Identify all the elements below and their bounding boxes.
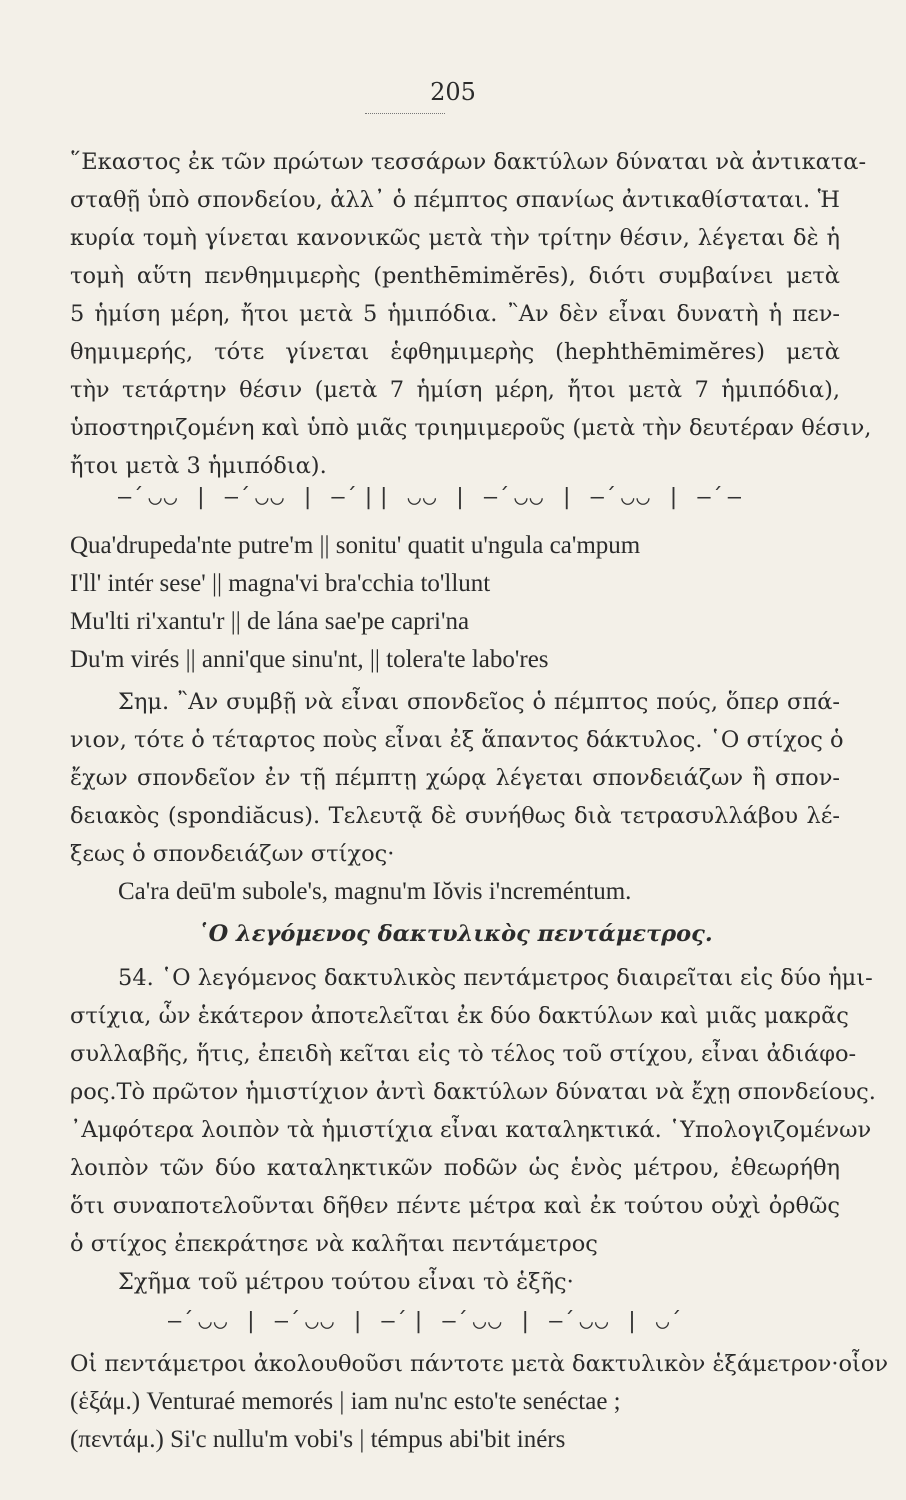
- text-line: τὴν τετάρτην θέσιν (μετὰ 7 ἡμίση μέρη, ἤτοι μετὰ 7 ἡμιπόδια),: [70, 377, 840, 403]
- text-line: 54. ῾Ο λεγόμενος δακτυλικὸς πεντάμετρος διαιρεῖται εἰς δύο ἡμι-: [118, 965, 873, 991]
- text-line: ὅτι συναποτελοῦνται δῆθεν πέντε μέτρα καὶ ἐκ τούτου οὐχὶ ὀρθῶς: [70, 1193, 840, 1219]
- text-line: νιον, τότε ὁ τέταρτος ποὺς εἶναι ἐξ ἅπαντος δάκτυλος. ῾Ο στίχος ὁ: [70, 727, 844, 753]
- text-line: ξεως ὁ σπονδειάζων στίχος·: [70, 841, 395, 867]
- verse-line: Mu'lti ri'xantu'r || de lána sae'pe capri'na: [70, 608, 470, 635]
- text-line: στίχια, ὧν ἑκάτερον ἀποτελεῖται ἐκ δύο δακτύλων καὶ μιᾶς μακρᾶς: [70, 1003, 849, 1029]
- text-line: τομὴ αὕτη πενθημιμερὴς (penthēmimĕrēs), διότι συμβαίνει μετὰ: [70, 263, 840, 289]
- text-line: ὁ στίχος ἐπεκράτησε νὰ καλῆται πεντάμετρος: [70, 1231, 598, 1257]
- text-line: θημιμερής, τότε γίνεται ἑφθημιμερὴς (hephthēmimĕres) μετὰ: [70, 339, 840, 365]
- meter-scheme: –́ ◡◡ | –́ ◡◡ | –́ || ◡◡ | –́ ◡◡ | –́ ◡◡ | –́ –: [118, 485, 744, 510]
- meter-scheme: –́ ◡◡ | –́ ◡◡ | –́ | –́ ◡◡ | –́ ◡◡ | ◡́: [168, 1309, 672, 1334]
- verse-line: Ca'ra deū'm subole's, magnu'm Iŏvis i'ncreméntum.: [118, 878, 632, 905]
- text-line: λοιπὸν τῶν δύο καταληκτικῶν ποδῶν ὡς ἑνὸς μέτρου, ἐθεωρήθη: [70, 1155, 840, 1181]
- verse-line: Qua'drupeda'nte putre'm || sonitu' quatit u'ngula ca'mpum: [70, 532, 641, 559]
- text-line: Οἱ πεντάμετροι ἀκολουθοῦσι πάντοτε μετὰ δακτυλικὸν ἑξάμετρον·οἷον: [70, 1351, 889, 1377]
- text-line: συλλαβῆς, ἥτις, ἐπειδὴ κεῖται εἰς τὸ τέλος τοῦ στίχου, εἶναι ἀδιάφο-: [70, 1041, 857, 1067]
- section-heading: ῾Ο λεγόμενος δακτυλικὸς πεντάμετρος.: [197, 921, 713, 947]
- verse-line: Du'm virés || anni'que sinu'nt, || tolera'te labo'res: [70, 646, 549, 673]
- verse-line: I'll' intér sese' || magna'vi bra'cchia to'llunt: [70, 570, 491, 597]
- text-line: κυρία τομὴ γίνεται κανονικῶς μετὰ τὴν τρίτην θέσιν, λέγεται δὲ ἡ: [70, 225, 840, 251]
- text-line: Σχῆμα τοῦ μέτρου τούτου εἶναι τὸ ἑξῆς·: [118, 1269, 574, 1295]
- text-line: ᾽Αμφότερα λοιπὸν τὰ ἡμιστίχια εἶναι καταληκτικά. ῾Υπολογιζομένων: [70, 1117, 872, 1143]
- text-line: ρος.Τὸ πρῶτον ἡμιστίχιον ἀντὶ δακτύλων δύναται νὰ ἔχῃ σπονδείους.: [70, 1079, 876, 1105]
- text-line: 5 ἡμίση μέρη, ἤτοι μετὰ 5 ἡμιπόδια. ῍Αν δὲν εἶναι δυνατὴ ἡ πεν-: [70, 301, 840, 327]
- text-line: Σημ. ῍Αν συμβῇ νὰ εἶναι σπονδεῖος ὁ πέμπτος πούς, ὅπερ σπά-: [118, 689, 840, 715]
- text-line: ῞Εκαστος ἐκ τῶν πρώτων τεσσάρων δακτύλων δύναται νὰ ἀντικατα-: [70, 149, 867, 175]
- text-line: ὑποστηριζομένη καὶ ὑπὸ μιᾶς τριημιμεροῦς (μετὰ τὴν δευτέραν θέσιν,: [70, 415, 872, 441]
- text-line: ἔχων σπονδεῖον ἐν τῇ πέμπτῃ χώρᾳ λέγεται σπονδειάζων ἢ σπον-: [70, 765, 840, 791]
- text-line: σταθῇ ὑπὸ σπονδείου, ἀλλ᾽ ὁ πέμπτος σπανίως ἀντικαθίσταται. Ἡ: [70, 187, 840, 213]
- verse-line: (ἑξάμ.) Venturaé memorés | iam nu'nc esto'te senéctae ;: [70, 1388, 621, 1415]
- text-line: δειακὸς (spondiăcus). Τελευτᾷ δὲ συνήθως διὰ τετρασυλλάβου λέ-: [70, 803, 840, 829]
- text-line: ἤτοι μετὰ 3 ἡμιπόδια).: [70, 453, 327, 479]
- page-number: 205: [430, 78, 476, 106]
- page-number-rule: [365, 113, 445, 114]
- verse-line: (πεντάμ.) Si'c nullu'm vobi's | témpus abi'bit inérs: [70, 1426, 566, 1453]
